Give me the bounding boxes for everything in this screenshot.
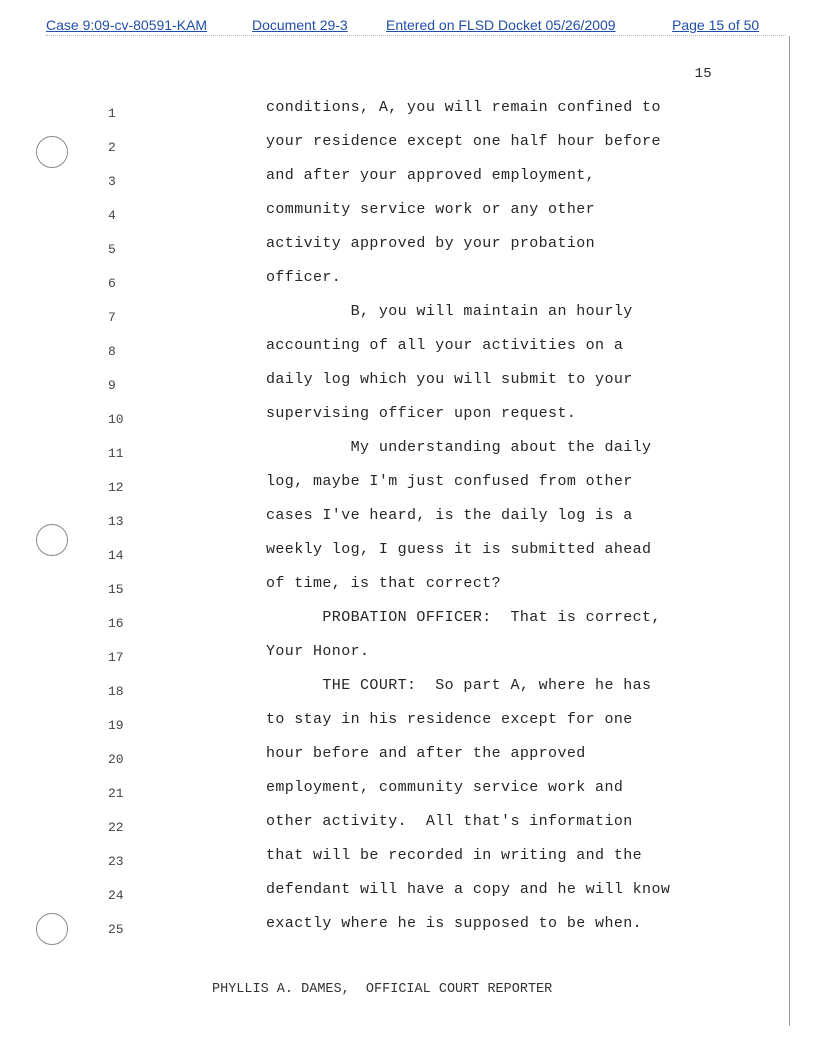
line-number: 22 <box>108 820 124 835</box>
transcript-line: and after your approved employment, <box>266 167 596 184</box>
line-number: 10 <box>108 412 124 427</box>
line-number: 15 <box>108 582 124 597</box>
transcript-line: Your Honor. <box>266 643 370 660</box>
line-number: 16 <box>108 616 124 631</box>
transcript-line: other activity. All that's information <box>266 813 633 830</box>
transcript-line: of time, is that correct? <box>266 575 502 592</box>
line-number: 5 <box>108 242 116 257</box>
transcript-line: exactly where he is supposed to be when. <box>266 915 643 932</box>
header-case-number[interactable]: Case 9:09-cv-80591-KAM <box>46 17 208 33</box>
line-number: 8 <box>108 344 116 359</box>
transcript-line: to stay in his residence except for one <box>266 711 633 728</box>
line-number: 21 <box>108 786 124 801</box>
transcript-line: activity approved by your probation <box>266 235 596 252</box>
header-rule <box>46 35 786 36</box>
line-number: 17 <box>108 650 124 665</box>
page-right-border <box>789 36 790 1026</box>
punch-hole-icon <box>36 524 68 556</box>
line-number: 6 <box>108 276 116 291</box>
line-number: 24 <box>108 888 124 903</box>
line-number: 23 <box>108 854 124 869</box>
line-number: 3 <box>108 174 116 189</box>
transcript-line: B, you will maintain an hourly <box>266 303 633 320</box>
transcript-line: PROBATION OFFICER: That is correct, <box>266 609 661 626</box>
transcript-line: conditions, A, you will remain confined to <box>266 99 661 116</box>
punch-hole-icon <box>36 136 68 168</box>
header-document-number[interactable]: Document 29-3 <box>252 17 348 33</box>
transcript-line: defendant will have a copy and he will know <box>266 881 671 898</box>
line-number: 18 <box>108 684 124 699</box>
transcript-line: hour before and after the approved <box>266 745 586 762</box>
transcript-page-number: 15 <box>694 66 712 82</box>
line-number: 2 <box>108 140 116 155</box>
transcript-line: weekly log, I guess it is submitted ahead <box>266 541 652 558</box>
line-number: 25 <box>108 922 124 937</box>
line-number: 11 <box>108 446 124 461</box>
line-number: 12 <box>108 480 124 495</box>
transcript-line: accounting of all your activities on a <box>266 337 624 354</box>
transcript-line: cases I've heard, is the daily log is a <box>266 507 633 524</box>
transcript-line: employment, community service work and <box>266 779 624 796</box>
line-number: 14 <box>108 548 124 563</box>
transcript-line: THE COURT: So part A, where he has <box>266 677 652 694</box>
transcript-line: My understanding about the daily <box>266 439 652 456</box>
line-number: 13 <box>108 514 124 529</box>
line-number: 7 <box>108 310 116 325</box>
line-number: 4 <box>108 208 116 223</box>
transcript-line: daily log which you will submit to your <box>266 371 633 388</box>
line-number: 19 <box>108 718 124 733</box>
header-page-count[interactable]: Page 15 of 50 <box>672 17 760 33</box>
punch-hole-icon <box>36 913 68 945</box>
line-number: 1 <box>108 106 116 121</box>
header-docket-entry[interactable]: Entered on FLSD Docket 05/26/2009 <box>386 17 616 33</box>
line-number: 20 <box>108 752 124 767</box>
transcript-line: your residence except one half hour before <box>266 133 661 150</box>
transcript-line: supervising officer upon request. <box>266 405 577 422</box>
transcript-line: that will be recorded in writing and the <box>266 847 643 864</box>
court-reporter-footer: PHYLLIS A. DAMES, OFFICIAL COURT REPORTER <box>212 982 553 997</box>
transcript-line: community service work or any other <box>266 201 596 218</box>
transcript-line: officer. <box>266 269 342 286</box>
line-number: 9 <box>108 378 116 393</box>
transcript-line: log, maybe I'm just confused from other <box>266 473 633 490</box>
